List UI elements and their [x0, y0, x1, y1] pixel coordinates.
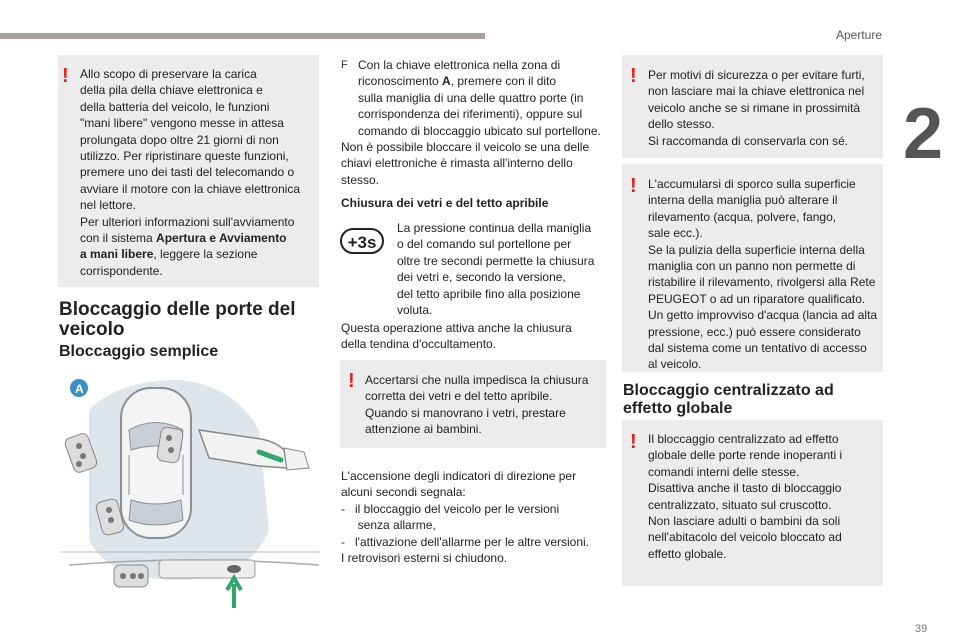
text-line: corrispondente. [80, 263, 163, 278]
text-line: Si raccomanda di conservarla con sé. [648, 133, 849, 148]
chapter-number: 2 [903, 94, 944, 174]
text-line: Per ulteriori informazioni sull'avviamento [80, 214, 295, 229]
text-line: avviare il motore con la chiave elettronica [80, 181, 301, 196]
text-line: "mani libere" vengono messe in attesa [80, 116, 284, 131]
text-line: ristabilire il rilevamento, rivolgersi alla Rete [648, 275, 876, 290]
zone-marker-label: A [75, 382, 84, 396]
text-line: Quando si manovrano i vetri, prestare [365, 405, 566, 420]
paragraph [341, 468, 616, 566]
paragraph [341, 320, 611, 353]
text-line: sulla maniglia di una delle quattro porte (in [358, 90, 584, 105]
text-line: attenzione ai bambini. [365, 422, 482, 437]
list-item: - l'attivazione dell'allarme per le altre versioni. [341, 534, 590, 549]
right-warning-box-3 [622, 420, 883, 586]
middle-warning-box [340, 360, 606, 448]
timer-3s-icon [340, 226, 384, 256]
bullet-icon: F [341, 59, 348, 71]
text-line [80, 230, 316, 246]
text-line: Se la pulizia della superficie interna della [648, 242, 865, 257]
text-span: con il sistema [80, 231, 157, 246]
text-line: centralizzato, situato sul cruscotto. [648, 497, 832, 512]
right-warning-text-3 [648, 431, 884, 562]
text-line: L'accumularsi di sporco sulla superficie [648, 177, 856, 191]
text-line: I retrovisori esterni si chiudono. [341, 551, 508, 566]
text-line: PEUGEOT o ad un riparatore qualificato. [648, 291, 866, 306]
text-line: Non lasciare adulti o bambini da soli [648, 514, 841, 529]
text-line: voluta. [397, 303, 433, 318]
lock-button-icon [227, 565, 241, 573]
text-line: globale delle porte rende inoperanti i [648, 448, 843, 463]
text-line: pressione, ecc.) può essere considerato [648, 324, 861, 339]
text-line: rilevamento (acqua, polvere, fango, [648, 209, 837, 224]
text-line: chiavi elettroniche è rimasta all'interno dello [341, 156, 573, 171]
heading-line: veicolo [59, 319, 125, 340]
text-line: La pressione continua della maniglia [397, 221, 592, 235]
heading-line: effetto globale [623, 400, 733, 417]
text-line: Con la chiave elettronica nella zona di [358, 58, 561, 72]
text-line: Un getto improvviso d'acqua (lancia ad alta [648, 308, 878, 323]
bold-term: Apertura e Avviamento [156, 231, 287, 246]
text-line: della batteria del veicolo, le funzioni [80, 99, 270, 114]
text-line: alcuni secondi segnala: [341, 485, 466, 500]
paragraph [341, 139, 611, 188]
text-span: riconoscimento [358, 74, 443, 89]
text-line: Non è possibile bloccare il veicolo se una delle [341, 140, 590, 154]
left-warning-box [58, 55, 319, 287]
text-line: corrispondenza dei riferimenti), oppure sul [358, 107, 583, 122]
text-line: interna della maniglia può alterare il [648, 193, 838, 208]
right-warning-text-1 [648, 67, 884, 149]
list-item: - il bloccaggio del veicolo per le versioni [341, 501, 560, 516]
text-line: nel lettore. [80, 198, 137, 213]
text-line: oltre tre secondi permette la chiusura [397, 253, 595, 268]
text-line: della pila della chiave elettronica e [80, 83, 263, 98]
text-line: non lasciare mai la chiave elettronica nel [648, 84, 865, 99]
text-line: del tetto apribile fino alla posizione [397, 286, 581, 301]
timer-3s-label: +3s [347, 233, 377, 252]
windows-text [397, 220, 612, 318]
up-arrow-icon [227, 578, 241, 608]
warning-icon: ! [62, 65, 69, 87]
text-line [80, 246, 316, 262]
right-warning-text-2 [648, 176, 884, 373]
text-line: effetto globale. [648, 546, 727, 561]
text-line: prolungata dopo oltre 21 giorni di non [80, 132, 279, 147]
text-line: Questa operazione attiva anche la chiusura [341, 321, 572, 335]
right-warning-box-2 [622, 164, 883, 372]
heading-line: Bloccaggio delle porte del [59, 299, 296, 320]
subheading-text: Bloccaggio semplice [59, 343, 219, 360]
text-line: dei vetri e, secondo la versione, [397, 270, 566, 285]
text-line: nell'abitacolo del veicolo bloccato ad [648, 530, 842, 545]
text-line: L'accensione degli indicatori di direzione per [341, 469, 577, 483]
warning-icon: ! [630, 431, 637, 453]
text-line: dal sistema come un tentativo di accesso [648, 341, 867, 356]
text-line: sale ecc.). [648, 226, 703, 241]
section-heading-global [623, 382, 885, 418]
text-line: Per motivi di sicurezza o per evitare furti, [648, 68, 865, 82]
text-line: corretta dei vetri e del tetto apribile. [365, 389, 553, 404]
section-title: Aperture [835, 28, 882, 42]
right-warning-box-1 [622, 55, 883, 158]
text-line: comandi interni delle stesse. [648, 464, 800, 479]
text-span: , premere con il dito [450, 74, 557, 89]
text-line [358, 73, 610, 89]
windows-heading: Chiusura dei vetri e del tetto apribile [341, 196, 549, 210]
warning-icon: ! [630, 65, 637, 87]
car-rear-window [129, 500, 183, 525]
page-number: 39 [915, 623, 928, 635]
lock-instruction [341, 57, 610, 139]
bold-term: a mani libere [80, 247, 154, 262]
warning-icon: ! [630, 175, 637, 197]
text-line: Il bloccaggio centralizzato ad effetto [648, 432, 839, 446]
text-line: stesso. [341, 172, 380, 187]
left-warning-text [80, 66, 316, 279]
key-fob-icon [114, 565, 148, 587]
text-line: utilizzo. Per ripristinare queste funzioni, [80, 149, 289, 164]
header-bar [0, 33, 485, 39]
car-locking-illustration [59, 370, 321, 610]
text-line: o del comando sul portellone per [397, 237, 572, 252]
text-line: dello stesso. [648, 117, 715, 132]
text-line: premere uno dei tasti del telecomando o [80, 165, 295, 180]
finger-icon [284, 448, 309, 470]
text-span: , leggere la sezione [153, 247, 258, 262]
warning-icon: ! [348, 370, 355, 392]
list-item: senza allarme, [341, 518, 436, 533]
text-line: Allo scopo di preservare la carica [80, 67, 257, 81]
section-heading [59, 300, 321, 340]
heading-line: Bloccaggio centralizzato ad [623, 382, 834, 399]
text-line: veicolo anche se si rimane in prossimità [648, 100, 861, 115]
middle-warning-text [365, 372, 605, 438]
text-line: della tendina d'occultamento. [341, 337, 497, 352]
text-line: Disattiva anche il tasto di bloccaggio [648, 481, 842, 496]
text-line: maniglia con un panno non permette di [648, 259, 856, 274]
bold-term: A [442, 74, 451, 89]
text-line: Accertarsi che nulla impedisca la chiusura [365, 373, 589, 387]
subsection-heading [59, 343, 218, 361]
text-line: comando di bloccaggio ubicato sul portellone. [358, 123, 601, 138]
text-line: al veicolo. [648, 357, 702, 372]
